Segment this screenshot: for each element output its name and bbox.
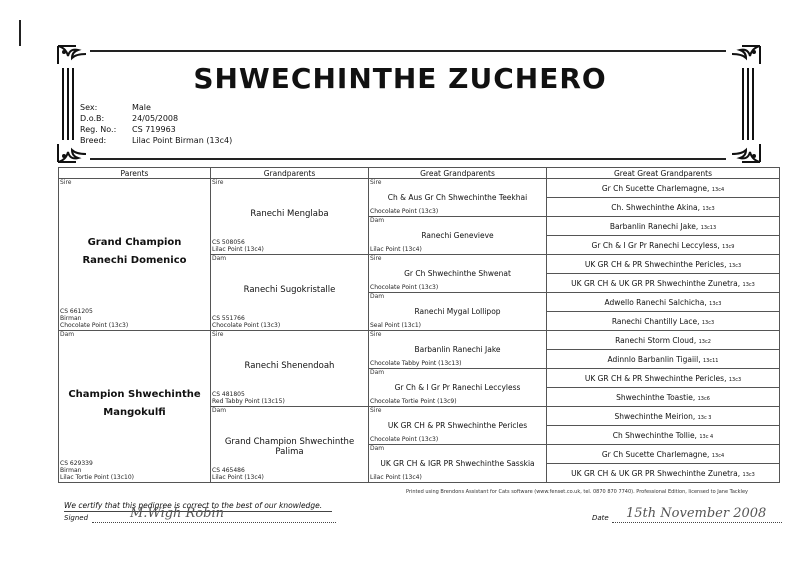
- great-great-grandparent-cell: [547, 274, 780, 293]
- dob-value: 24/05/2008: [132, 114, 179, 123]
- grandparent-cell: [211, 331, 369, 407]
- great-grandparent-colour: Chocolate Tortie Point (13c9): [370, 398, 457, 405]
- top-left-margin-mark: [19, 20, 21, 46]
- grandparent-colour: Lilac Point (13c4): [212, 474, 264, 481]
- grandparent-name: Ranechi Sugokristalle: [243, 285, 336, 295]
- great-grandparent-name: UK GR CH & IGR PR Shwechinthe Sasskia: [380, 459, 535, 468]
- grandparent-reg: CS 508056: [212, 239, 245, 246]
- signed-line: [92, 522, 336, 523]
- grandparent-name: Ranechi Menglaba: [250, 209, 329, 219]
- great-grandparent-name: Ranechi Genevieve: [421, 231, 494, 240]
- great-great-grandparent-code: 13c 4: [699, 433, 714, 440]
- great-great-grandparent-name: Barbanlin Ranechi Jake,: [609, 221, 699, 231]
- great-great-grandparent-cell: [547, 255, 780, 274]
- great-great-grandparent-cell: [547, 236, 780, 255]
- great-grandparent-cell: [369, 445, 547, 483]
- great-grandparent-cell: [369, 179, 547, 217]
- sex-label: Dam: [212, 255, 227, 262]
- parent-colour: Chocolate Point (13c3): [60, 322, 129, 329]
- cat-name-title: SHWECHINTHE ZUCHERO: [193, 62, 607, 95]
- date-line: [612, 522, 782, 523]
- grandparent-reg-info: [212, 239, 264, 253]
- great-great-grandparent-name: Shwechinthe Meirion,: [614, 411, 696, 421]
- great-grandparent-name: Barbanlin Ranechi Jake: [414, 345, 501, 354]
- great-grandparent-cell: [369, 407, 547, 445]
- great-great-grandparent-code: 13c3: [742, 471, 755, 478]
- great-grandparent-colour: Lilac Point (13c4): [370, 474, 422, 481]
- grandparent-name: Ranechi Shenendoah: [244, 361, 335, 371]
- certify-statement: We certify that this pedigree is correct to the best of our knowledge.: [64, 501, 323, 510]
- great-great-grandparent-code: 13c6: [697, 395, 710, 402]
- grandparent-reg: CS 551766: [212, 315, 245, 322]
- sex-value: Male: [132, 103, 151, 112]
- great-great-grandparent-code: 13c3: [701, 319, 715, 326]
- great-great-grandparent-name: UK GR CH & PR Shwechinthe Pericles,: [584, 259, 727, 269]
- great-grandparent-name: Gr Ch Shwechinthe Shwenat: [404, 269, 511, 278]
- parent-breed: Birman: [60, 315, 82, 322]
- grandparent-cell: [211, 179, 369, 255]
- parent-reg: CS 629339: [60, 460, 93, 467]
- great-great-grandparent-name: Ranechi Chantilly Lace,: [611, 316, 700, 326]
- great-grandparent-colour: Chocolate Point (13c3): [370, 436, 439, 443]
- parent-reg-info: [60, 460, 134, 481]
- great-great-grandparent-name: Ch Shwechinthe Tollie,: [612, 430, 697, 440]
- sex-label: Sire: [212, 331, 224, 338]
- parent-reg-info: [60, 308, 128, 329]
- great-grandparent-name: Gr Ch & I Gr Pr Ranechi Leccyless: [394, 383, 521, 392]
- signature: M.Wigh Robin: [130, 506, 225, 521]
- great-great-grandparent-name: UK GR CH & PR Shwechinthe Pericles,: [584, 373, 727, 383]
- parent-name: Champion Shwechinthe Mangokulfi: [68, 389, 201, 418]
- parent-sire-cell: [59, 179, 211, 331]
- great-grandparent-cell: [369, 369, 547, 407]
- great-grandparent-name: Ch & Aus Gr Ch Shwechinthe Teekhai: [387, 193, 528, 202]
- sex-label: Sire: [370, 255, 382, 262]
- breed-value: Lilac Point Birman (13c4): [132, 136, 233, 145]
- grandparent-reg-info: [212, 315, 280, 329]
- great-great-grandparent-name: UK GR CH & UK GR PR Shwechinthe Zunetra,: [571, 468, 741, 478]
- date-value: 15th November 2008: [626, 506, 767, 521]
- reg-label: Reg. No.:: [80, 125, 117, 134]
- great-great-grandparent-name: Adwello Ranechi Salchicha,: [604, 297, 707, 307]
- sex-label: Dam: [212, 407, 227, 414]
- corner-ornament-bottom-right-icon: [726, 140, 762, 164]
- sex-label: Sire: [370, 179, 382, 186]
- great-great-grandparent-code: 13c3: [742, 281, 755, 288]
- great-grandparent-cell: [369, 217, 547, 255]
- signed-label: Signed: [64, 514, 89, 522]
- great-great-grandparent-cell: [547, 179, 780, 198]
- great-great-grandparent-code: 13c13: [700, 224, 717, 231]
- grandparent-reg: CS 481805: [212, 391, 245, 398]
- dob-label: D.o.B:: [80, 114, 105, 123]
- great-grandparent-name: UK GR CH & PR Shwechinthe Pericles: [387, 421, 528, 430]
- great-great-grandparent-name: Shwechinthe Toastie,: [616, 392, 696, 402]
- sex-label: Sire: [370, 407, 382, 414]
- great-great-grandparent-name: Gr Ch Sucette Charlemagne,: [601, 183, 710, 193]
- great-great-grandparent-name: Adinnlo Barbanlin Tigaiil,: [607, 354, 701, 364]
- sex-label: Dam: [370, 445, 385, 452]
- great-great-grandparent-name: UK GR CH & UK GR PR Shwechinthe Zunetra,: [571, 278, 741, 288]
- date-label: Date: [592, 514, 609, 522]
- great-great-grandparent-code: 13c3: [702, 205, 715, 212]
- great-great-grandparent-cell: [547, 369, 780, 388]
- great-grandparent-colour: Chocolate Point (13c3): [370, 208, 439, 215]
- great-great-grandparent-cell: [547, 464, 780, 483]
- great-great-grandparent-cell: [547, 198, 780, 217]
- great-great-grandparent-code: 13c2: [698, 338, 711, 345]
- great-great-grandparent-code: 13c3: [728, 376, 742, 383]
- header-great-grandparents: Great Grandparents: [369, 168, 547, 179]
- great-grandparent-cell: [369, 331, 547, 369]
- sex-label: Sire: [60, 179, 72, 186]
- breed-label: Breed:: [80, 136, 107, 145]
- frame-bottom-line: [90, 158, 726, 160]
- printed-note: Printed using Brendons Assistant for Cats software (www.fenset.co.uk, tel. 0870 870 7740). Professional Edition, licensed to Jane Tackley: [406, 489, 748, 495]
- pedigree-table: [58, 167, 780, 483]
- header-great-great-grandparents: Great Great Grandparents: [547, 168, 780, 179]
- sex-label: Sire: [212, 179, 224, 186]
- great-great-grandparent-name: Gr Ch & I Gr Pr Ranechi Leccyless,: [591, 240, 720, 250]
- great-great-grandparent-code: 13c11: [702, 357, 719, 364]
- great-grandparent-cell: [369, 255, 547, 293]
- sex-label: Sire: [370, 331, 382, 338]
- grandparent-name: Grand Champion Shwechinthe Palima: [224, 437, 355, 457]
- great-great-grandparent-cell: [547, 331, 780, 350]
- great-great-grandparent-cell: [547, 407, 780, 426]
- reg-value: CS 719963: [132, 125, 176, 134]
- great-great-grandparent-code: 13c4: [711, 452, 725, 459]
- great-grandparent-colour: Seal Point (13c1): [370, 322, 421, 329]
- sex-label: Sex:: [80, 103, 98, 112]
- great-great-grandparent-code: 13c4: [711, 186, 725, 193]
- sex-label: Dam: [370, 293, 385, 300]
- grandparent-reg-info: [212, 391, 285, 405]
- great-great-grandparent-code: 13c 3: [697, 414, 712, 421]
- parent-reg: CS 661205: [60, 308, 93, 315]
- header-parents: Parents: [59, 168, 211, 179]
- great-great-grandparent-code: 13c3: [728, 262, 742, 269]
- great-grandparent-name: Ranechi Mygal Lollipop: [414, 307, 501, 316]
- great-great-grandparent-cell: [547, 426, 780, 445]
- parent-breed: Birman: [60, 467, 82, 474]
- grandparent-colour: Red Tabby Point (13c15): [212, 398, 285, 405]
- grandparent-cell: [211, 407, 369, 483]
- grandparent-cell: [211, 255, 369, 331]
- great-grandparent-colour: Chocolate Tabby Point (13c13): [370, 360, 462, 367]
- grandparent-colour: Chocolate Point (13c3): [212, 322, 281, 329]
- cat-details: [80, 102, 280, 150]
- great-grandparent-cell: [369, 293, 547, 331]
- great-great-grandparent-cell: [547, 445, 780, 464]
- great-grandparent-colour: Lilac Point (13c4): [370, 246, 422, 253]
- sex-label: Dam: [60, 331, 75, 338]
- great-great-grandparent-name: Gr Ch Sucette Charlemagne,: [601, 449, 710, 459]
- grandparent-reg-info: [212, 467, 264, 481]
- great-grandparent-colour: Chocolate Point (13c3): [370, 284, 439, 291]
- great-great-grandparent-cell: [547, 350, 780, 369]
- great-great-grandparent-name: Ch. Shwechinthe Akina,: [611, 202, 701, 212]
- grandparent-colour: Lilac Point (13c4): [212, 246, 264, 253]
- sex-label: Dam: [370, 217, 385, 224]
- great-great-grandparent-code: 13c3: [709, 300, 722, 307]
- great-great-grandparent-code: 13c9: [722, 243, 735, 250]
- grandparent-reg: CS 465486: [212, 467, 245, 474]
- great-great-grandparent-cell: [547, 293, 780, 312]
- parent-dam-cell: [59, 331, 211, 483]
- frame-top-line: [90, 50, 726, 52]
- header-grandparents: Grandparents: [211, 168, 369, 179]
- great-great-grandparent-cell: [547, 388, 780, 407]
- parent-colour: Lilac Tortie Point (13c10): [60, 474, 135, 481]
- parent-name: Grand Champion Ranechi Domenico: [82, 237, 187, 266]
- great-great-grandparent-cell: [547, 312, 780, 331]
- great-great-grandparent-cell: [547, 217, 780, 236]
- great-great-grandparent-name: Ranechi Storm Cloud,: [615, 335, 697, 345]
- sex-label: Dam: [370, 369, 385, 376]
